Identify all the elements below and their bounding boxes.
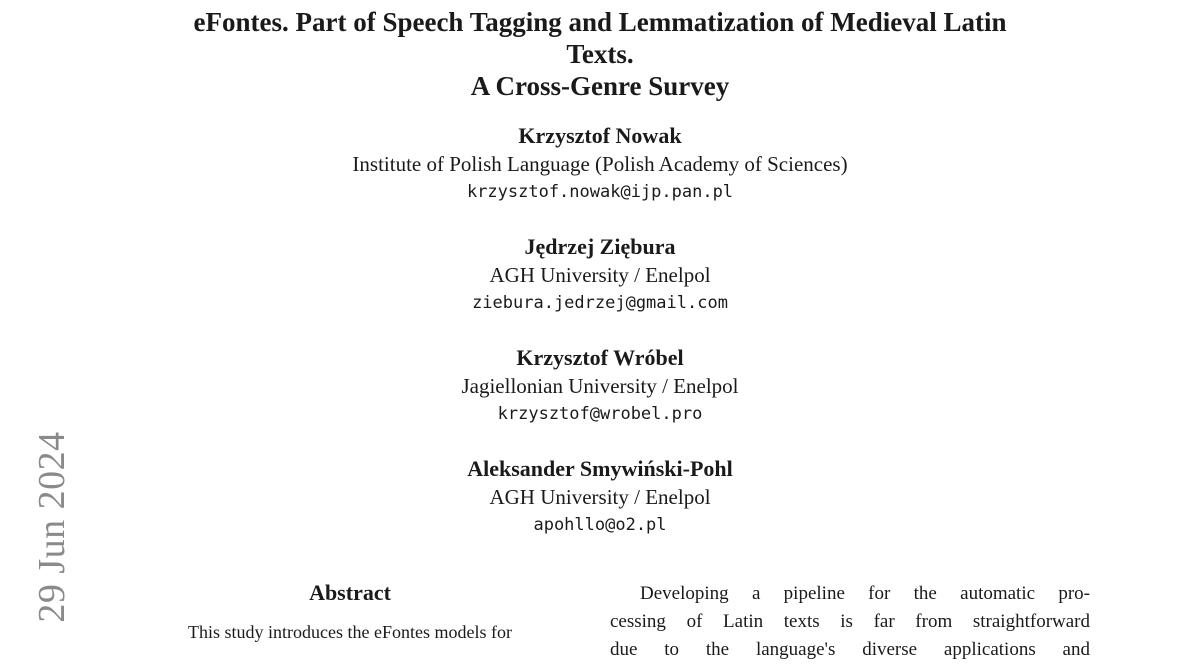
author-email[interactable]: apohllo@o2.pl [533,515,667,535]
author-name: Krzysztof Wróbel [516,345,684,370]
intro-line: Developing a pipeline for the automatic pro- [640,583,1090,604]
author-list [0,122,1200,566]
author-affiliation: Jagiellonian University / Enelpol [461,374,739,398]
author-affiliation: AGH University / Enelpol [489,263,711,287]
author-block [0,233,1200,317]
introduction-text [610,580,1090,664]
author-block [0,344,1200,428]
title-line-2: Texts. [566,39,634,69]
intro-line: cessing of Latin texts is far from straightforward [610,611,1090,632]
author-affiliation: AGH University / Enelpol [489,485,711,509]
paper-title [0,6,1200,102]
arxiv-date-stamp: 29 Jun 2024 [31,431,73,623]
abstract-text: This study introduces the eFontes models for [188,622,512,642]
title-line-1: eFontes. Part of Speech Tagging and Lemmatization of Medieval Latin [193,7,1007,37]
author-block [0,122,1200,206]
author-name: Aleksander Smywiński-Pohl [467,456,733,481]
author-email[interactable]: ziebura.jedrzej@gmail.com [472,293,728,313]
author-name: Krzysztof Nowak [518,123,682,148]
title-line-3: A Cross-Genre Survey [470,71,730,101]
abstract-section [145,578,555,646]
author-block [0,455,1200,539]
author-affiliation: Institute of Polish Language (Polish Academy of Sciences) [352,152,848,176]
author-email[interactable]: krzysztof.nowak@ijp.pan.pl [466,182,734,202]
author-email[interactable]: krzysztof@wrobel.pro [497,404,703,424]
author-name: Jędrzej Ziębura [524,234,676,259]
intro-line: due to the language's diverse applications and [610,639,1090,660]
abstract-heading: Abstract [309,580,391,605]
